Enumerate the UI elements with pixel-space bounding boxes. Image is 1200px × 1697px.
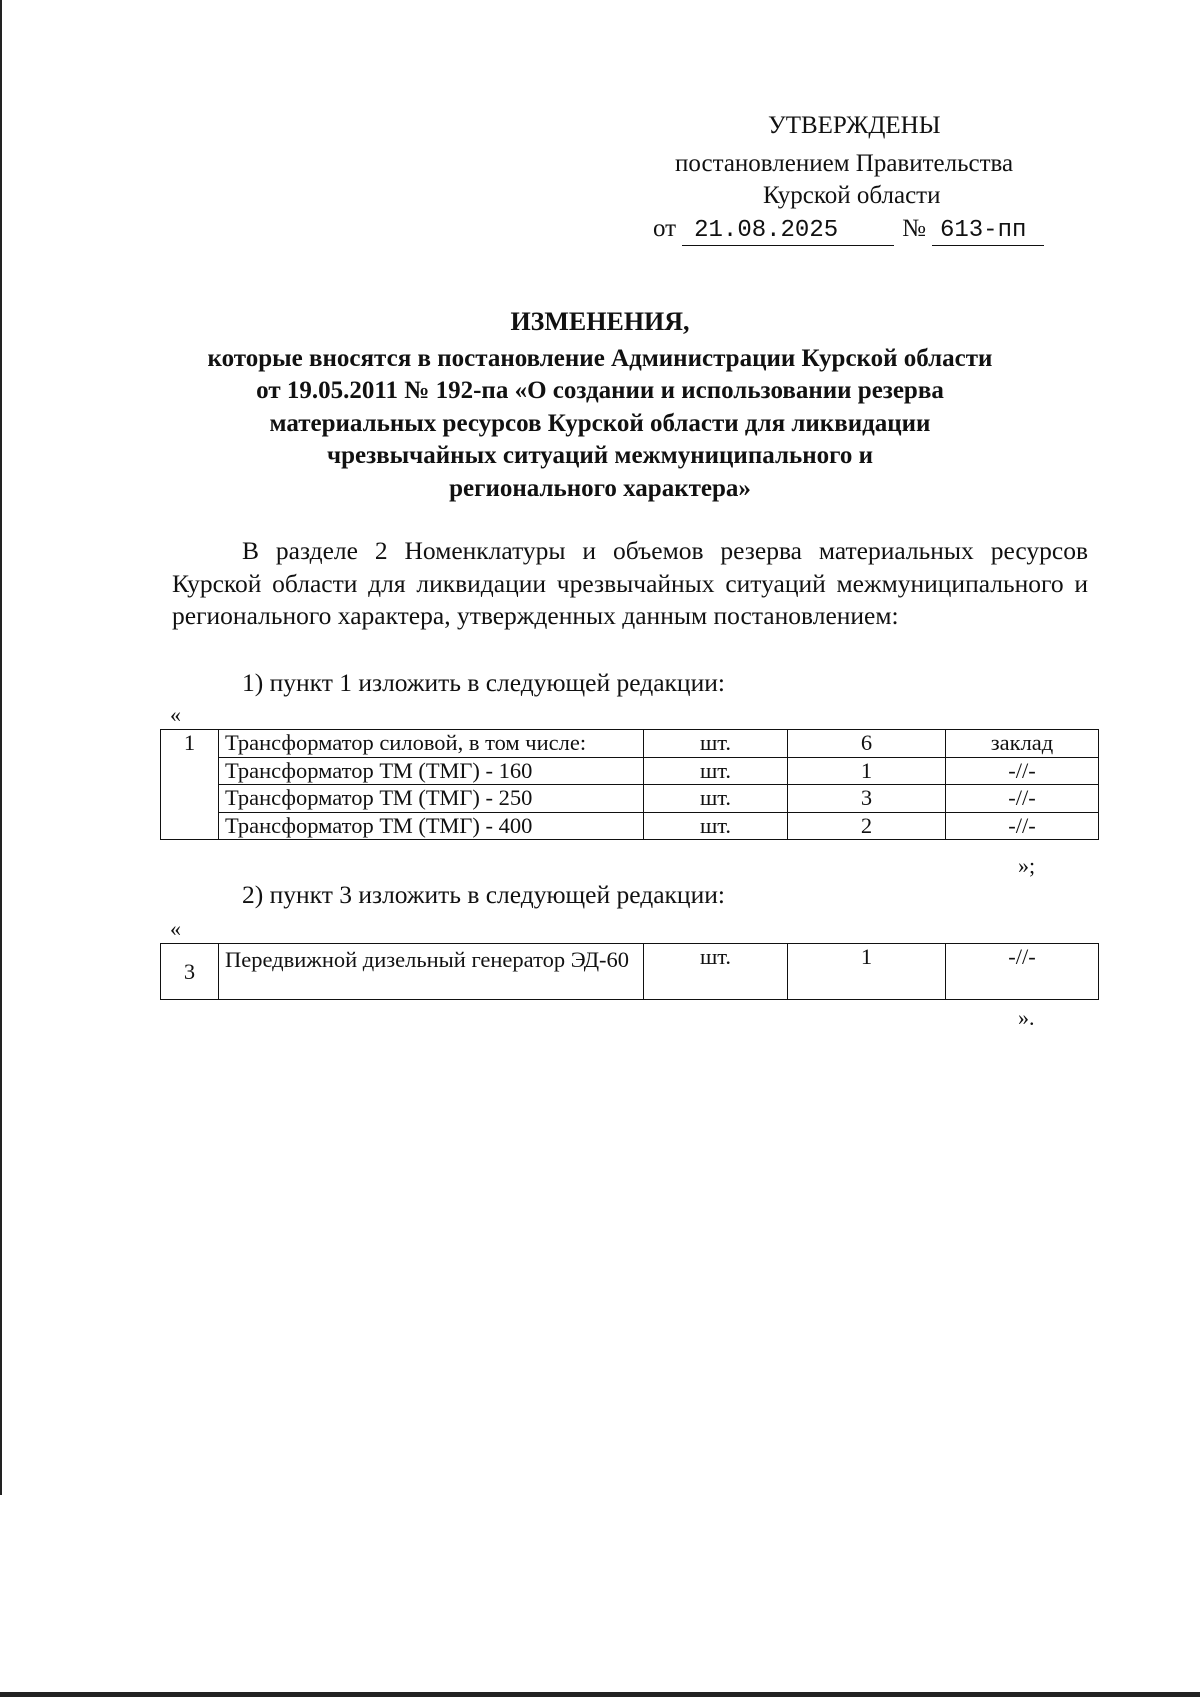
approval-number: 613-пп bbox=[932, 217, 1044, 246]
body-paragraph-block bbox=[172, 535, 1088, 633]
cell-qty: 6 bbox=[788, 730, 946, 758]
table-row bbox=[161, 757, 1099, 785]
cell-name: Трансформатор ТМ (ТМГ) - 160 bbox=[219, 757, 644, 785]
cell-note: -//- bbox=[946, 944, 1099, 1000]
approval-stamp bbox=[620, 112, 1120, 252]
cell-unit: шт. bbox=[644, 812, 788, 840]
cell-name: Передвижной дизельный генератор ЭД-60 bbox=[219, 944, 644, 1000]
table-row bbox=[161, 944, 1099, 1000]
approval-date-number-line bbox=[653, 215, 1044, 246]
close-quote-2: ». bbox=[1018, 1005, 1035, 1030]
cell-name: Трансформатор силовой, в том числе: bbox=[219, 730, 644, 758]
cell-unit: шт. bbox=[644, 944, 788, 1000]
open-quote-2: « bbox=[170, 916, 181, 941]
cell-note: заклад bbox=[946, 730, 1099, 758]
scan-edge-left bbox=[0, 0, 2, 1495]
title-main: ИЗМЕНЕНИЯ, bbox=[510, 307, 690, 336]
title-line: от 19.05.2011 № 192-па «О создании и использовании резерва bbox=[256, 377, 944, 404]
open-quote-1: « bbox=[170, 702, 181, 727]
cell-qty: 3 bbox=[788, 785, 946, 813]
item-1-instruction: 1) пункт 1 изложить в следующей редакции: bbox=[242, 668, 725, 697]
cell-note: -//- bbox=[946, 785, 1099, 813]
document-title bbox=[150, 306, 1050, 505]
title-line: регионального характера» bbox=[449, 474, 751, 502]
cell-note: -//- bbox=[946, 812, 1099, 840]
cell-name: Трансформатор ТМ (ТМГ) - 400 bbox=[219, 812, 644, 840]
cell-note: -//- bbox=[946, 757, 1099, 785]
row-number: 1 bbox=[161, 730, 219, 840]
cell-name: Трансформатор ТМ (ТМГ) - 250 bbox=[219, 785, 644, 813]
approval-heading: УТВЕРЖДЕНЫ bbox=[768, 112, 941, 139]
cell-unit: шт. bbox=[644, 757, 788, 785]
item-2-instruction: 2) пункт 3 изложить в следующей редакции: bbox=[242, 880, 725, 909]
title-line: материальных ресурсов Курской области для ликвидации bbox=[269, 409, 931, 437]
approval-by-line: постановлением Правительства bbox=[675, 150, 1014, 177]
number-prefix: № bbox=[902, 215, 926, 242]
table-item-3 bbox=[160, 943, 1099, 1000]
row-number: 3 bbox=[161, 944, 219, 1000]
table-row bbox=[161, 785, 1099, 813]
table-item-1 bbox=[160, 729, 1099, 840]
cell-unit: шт. bbox=[644, 785, 788, 813]
cell-qty: 2 bbox=[788, 812, 946, 840]
title-line: чрезвычайных ситуаций межмуниципального и bbox=[327, 442, 873, 469]
approval-region-line: Курской области bbox=[763, 182, 941, 209]
cell-qty: 1 bbox=[788, 944, 946, 1000]
approval-date: 21.08.2025 bbox=[682, 217, 894, 246]
date-prefix: от bbox=[653, 215, 677, 242]
cell-qty: 1 bbox=[788, 757, 946, 785]
body-paragraph: В разделе 2 Номенклатуры и объемов резерва материальных ресурсов Курской области для ликвидации чрезвычайных ситуаций межмуниципального и регионального характера, утвержденных данным постановлением: bbox=[172, 536, 1088, 630]
scan-edge-bottom bbox=[0, 1692, 1200, 1697]
cell-unit: шт. bbox=[644, 730, 788, 758]
table-row bbox=[161, 730, 1099, 758]
table-row bbox=[161, 812, 1099, 840]
title-line: которые вносятся в постановление Администрации Курской области bbox=[207, 344, 993, 372]
close-quote-1: »; bbox=[1018, 853, 1036, 878]
